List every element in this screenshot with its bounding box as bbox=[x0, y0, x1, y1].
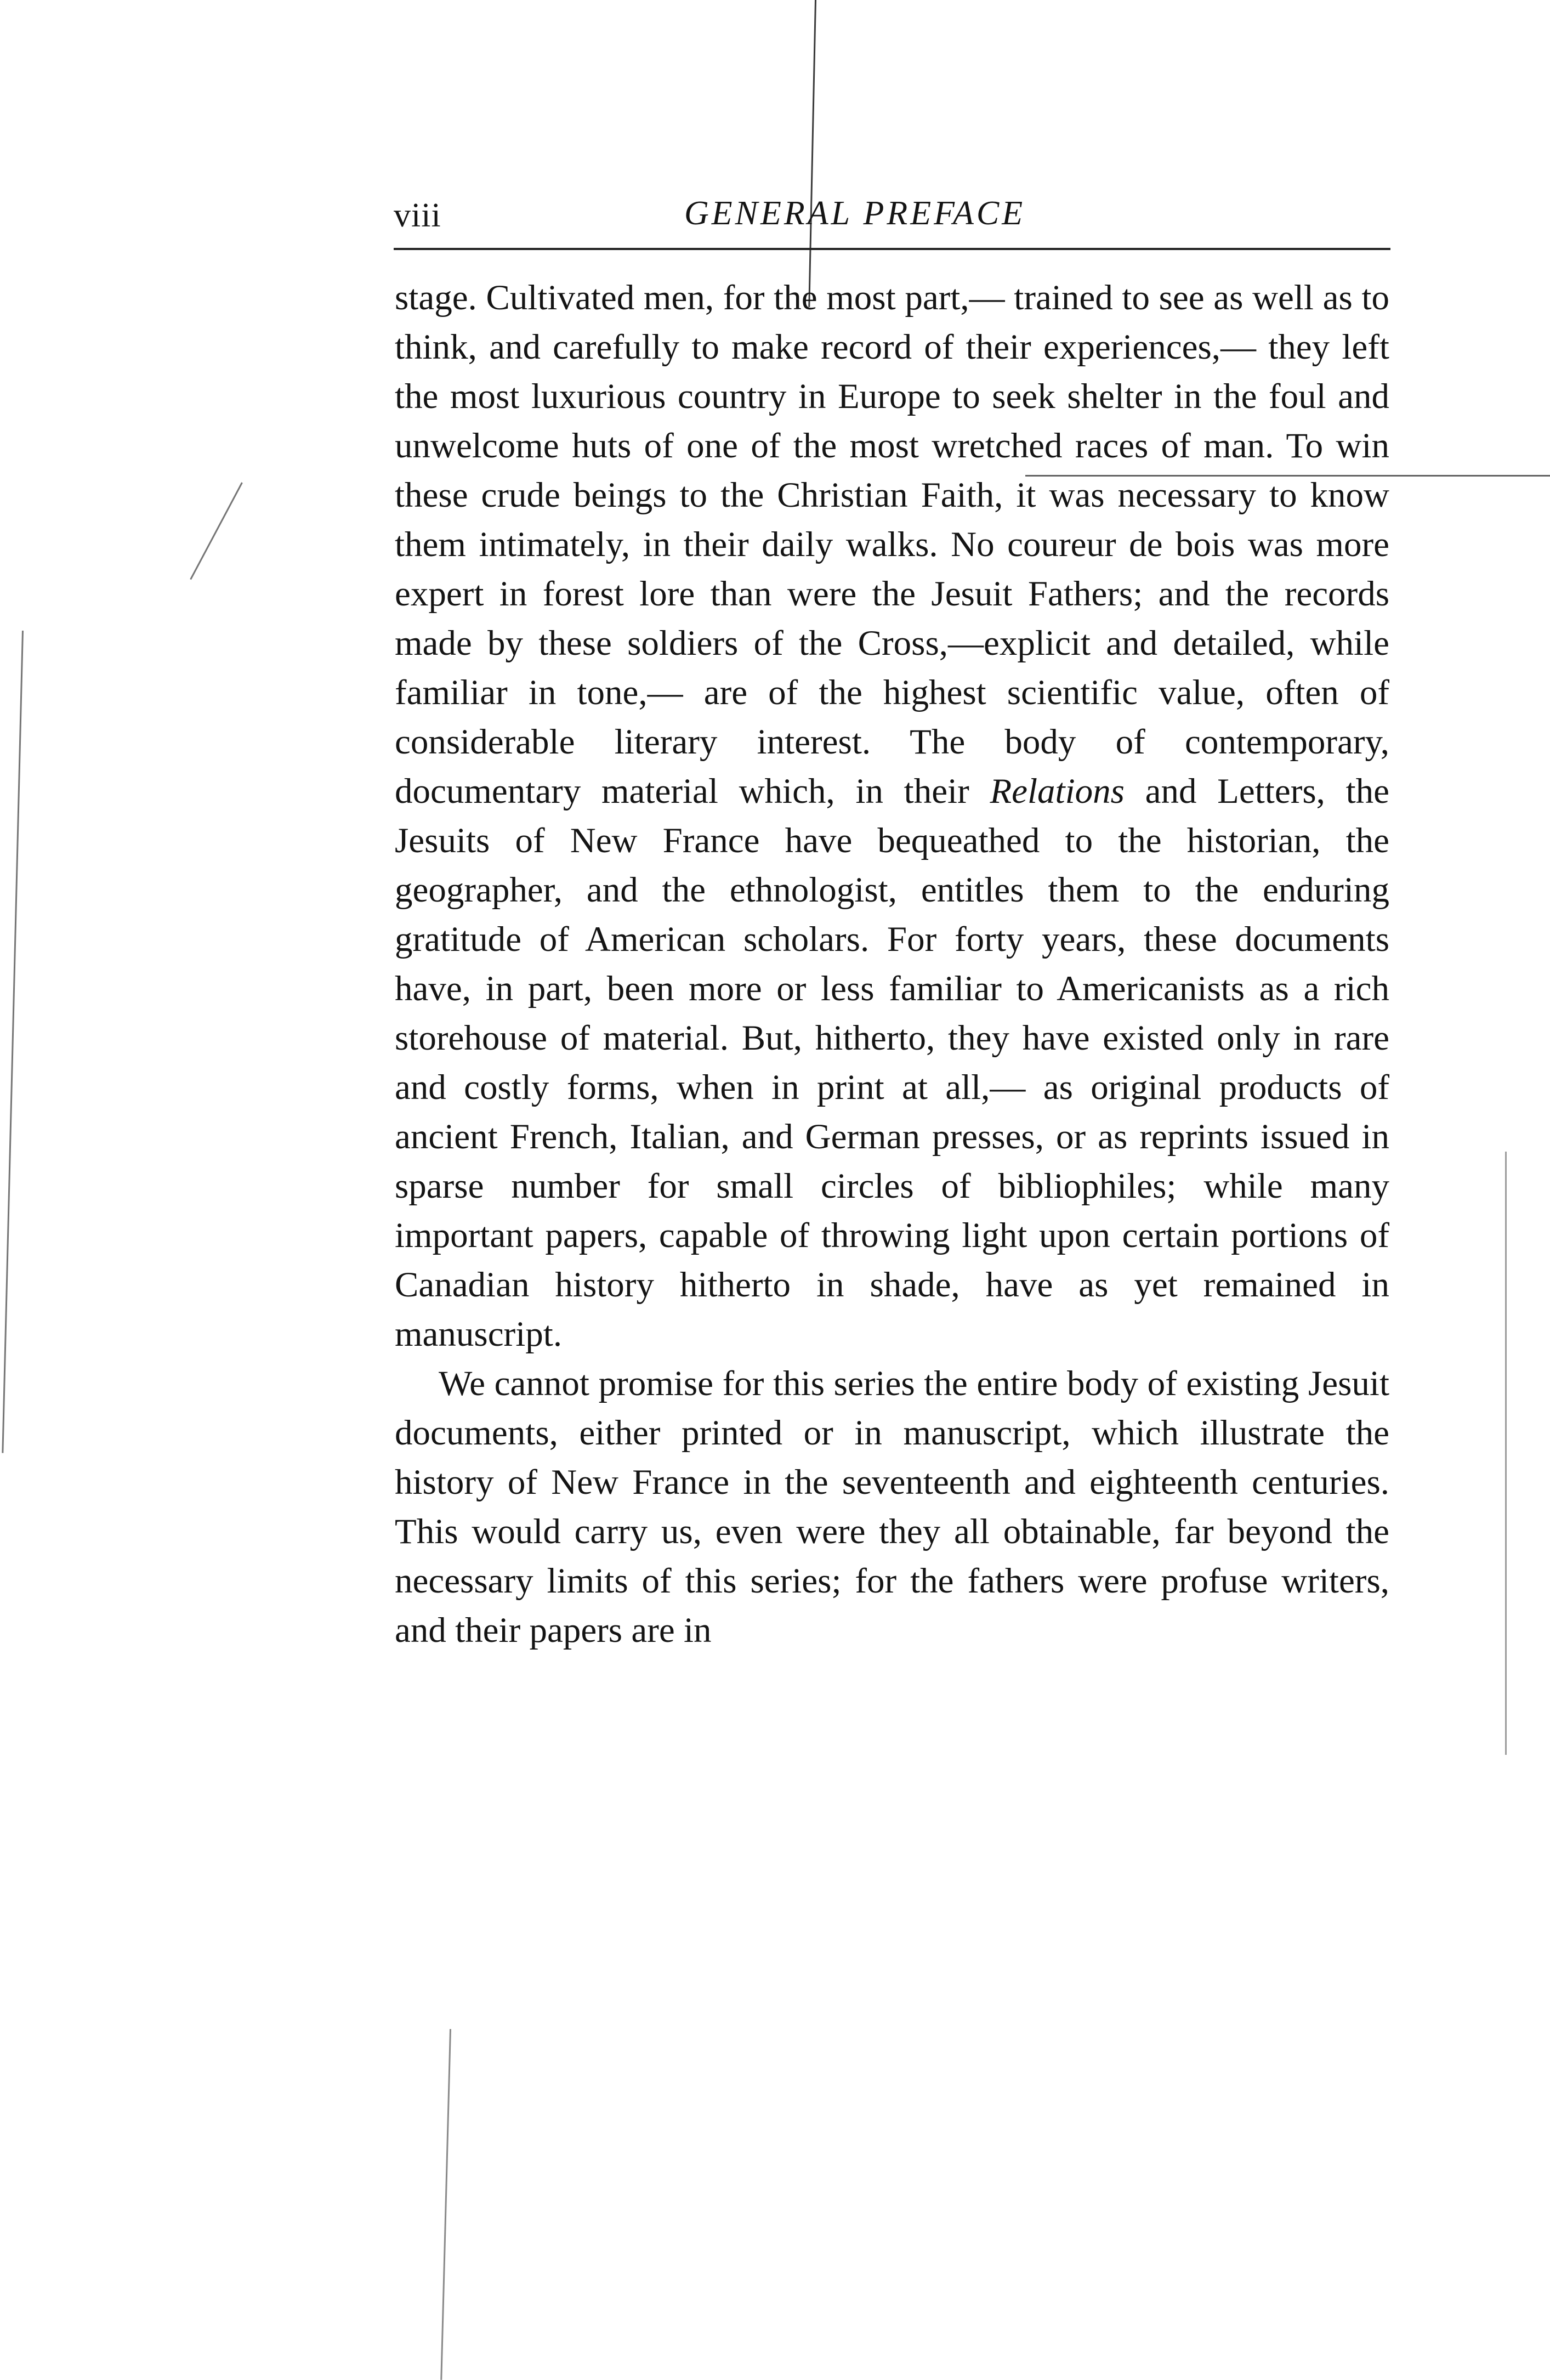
running-head: GENERAL PREFACE bbox=[684, 195, 1026, 232]
scan-line-right-margin bbox=[1505, 1152, 1507, 1755]
scan-stroke-left bbox=[190, 482, 243, 580]
paragraph bbox=[395, 273, 1389, 1359]
italic-title: Relations bbox=[990, 772, 1125, 811]
scan-line-vertical-top bbox=[808, 0, 816, 307]
header-rule bbox=[394, 248, 1390, 250]
paragraph: We cannot promise for this series the entire body of existing Jesuit documents, either printed or in manuscript, which illustrate the history of New France in the seventeenth and eighteenth centuries. This would carry us, even were they all obtainable, far beyond the necessary limits of this series; for the fathers were profuse writers, and their papers are in bbox=[395, 1364, 1389, 1650]
body-text bbox=[395, 273, 1389, 1655]
scan-line-bottom bbox=[440, 2029, 451, 2380]
page-number: viii bbox=[394, 197, 441, 234]
scan-line-left-margin bbox=[2, 631, 24, 1453]
paragraph-text: and Letters, the Jesuits of New France have bequeathed to the historian, the geographer, and the ethnologist, entitles them to the enduring gratitude of American scholars. For forty years, these documents have, in part, been more or less familiar to Americanists as a rich storehouse of material. But, hitherto, they have existed only in rare and costly forms, when in print at all,— as original products of ancient French, Italian, and German presses, or as reprints issued in sparse number for small circles of bibliophiles; while many important papers, capable of throwing light upon certain portions of Canadian history hitherto in shade, have as yet remained in manuscript. bbox=[395, 772, 1389, 1354]
paragraph-text: stage. Cultivated men, for the most part,— trained to see as well as to think, and carefully to make record of their experiences,— they left the most luxurious country in Europe to seek shelter in the foul and unwelcome huts of one of the most wretched races of man. To win these crude beings to the Christian Faith, it was necessary to know them intimately, in their daily walks. No coureur de bois was more expert in forest lore than were the Jesuit Fathers; and the records made by these soldiers of the Cross,—explicit and detailed, while familiar in tone,— are of the highest scientific value, often of considerable literary interest. The body of contemporary, documentary material which, in their bbox=[395, 278, 1389, 811]
page-header bbox=[394, 186, 1390, 241]
